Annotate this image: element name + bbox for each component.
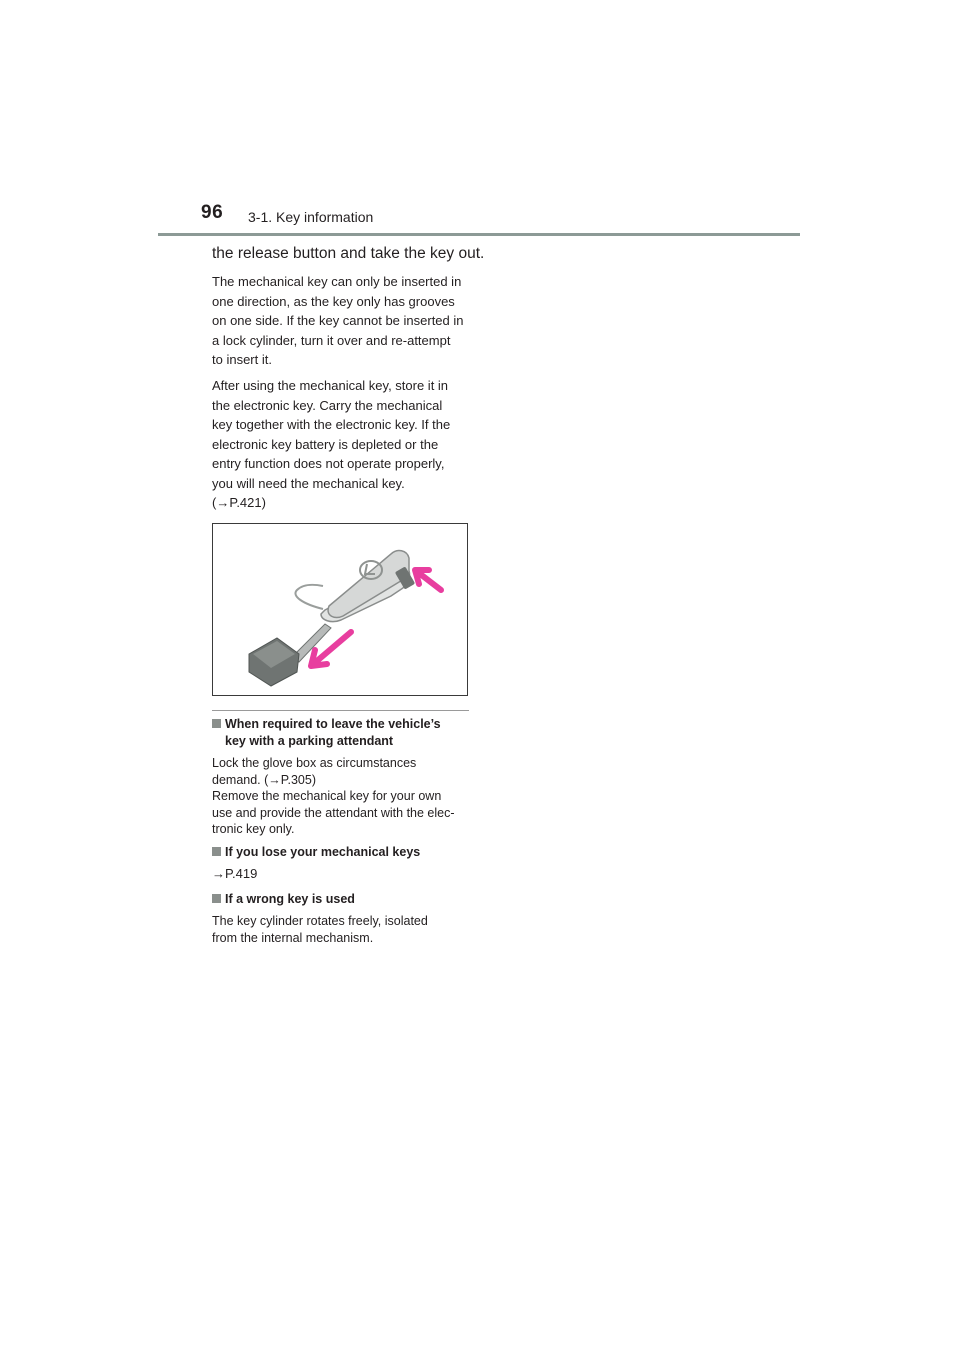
text-line: The key cylinder rotates freely, isolated <box>212 914 428 928</box>
section-title: 3-1. Key information <box>248 209 374 225</box>
heading-line: If you lose your mechanical keys <box>225 845 421 859</box>
text-line: on one side. If the key cannot be inserted in <box>212 313 464 328</box>
key-ring-loop <box>295 585 323 609</box>
square-bullet-icon <box>212 847 221 856</box>
heading-line: key with a parking attendant <box>225 734 394 748</box>
square-bullet-icon <box>212 719 221 728</box>
text-line: entry function does not operate properly, <box>212 456 445 471</box>
section-divider <box>212 710 469 711</box>
text-line: one direction, as the key only has grooves <box>212 293 455 309</box>
page-reference-link[interactable]: →P.419 <box>212 866 258 881</box>
text-line: to insert it. <box>212 352 272 367</box>
paragraph-grooves <box>212 272 474 370</box>
lead-text: the release button and take the key out. <box>212 245 485 262</box>
note-heading-lost-keys <box>212 844 420 861</box>
heading-line: When required to leave the vehicle’s <box>225 717 441 731</box>
note-body-wrong-key <box>212 913 474 946</box>
page-reference-link[interactable]: demand. (→P.305) <box>212 772 316 787</box>
text-line: Lock the glove box as circumstances <box>212 756 417 770</box>
paragraph-store-key <box>212 376 474 513</box>
text-line: use and provide the attendant with the elec- <box>212 805 455 820</box>
text-line: tronic key only. <box>212 822 295 836</box>
text-line: The mechanical key can only be inserted in <box>212 274 462 289</box>
key-illustration <box>212 523 468 696</box>
note-heading-parking-attendant <box>212 716 475 750</box>
text-line: you will need the mechanical key. <box>212 475 405 491</box>
page-number: 96 <box>201 202 224 223</box>
text-line: electronic key battery is depleted or the <box>212 436 439 452</box>
page-reference-link[interactable]: (→P.421) <box>212 495 266 510</box>
heading-line: If a wrong key is used <box>225 892 355 906</box>
text-line: a lock cylinder, turn it over and re-attempt <box>212 332 451 348</box>
text-line: Remove the mechanical key for your own <box>212 789 442 803</box>
note-heading-wrong-key <box>212 891 355 908</box>
key-illustration-svg <box>213 524 467 695</box>
text-line: key together with the electronic key. If the <box>212 417 451 432</box>
square-bullet-icon <box>212 894 221 903</box>
header-rule <box>158 233 800 236</box>
push-arrow-icon <box>415 570 441 590</box>
text-line: from the internal mechanism. <box>212 930 374 945</box>
note-body-parking-attendant <box>212 755 474 838</box>
text-line: the electronic key. Carry the mechanical <box>212 397 443 413</box>
text-line: After using the mechanical key, store it in <box>212 378 449 393</box>
